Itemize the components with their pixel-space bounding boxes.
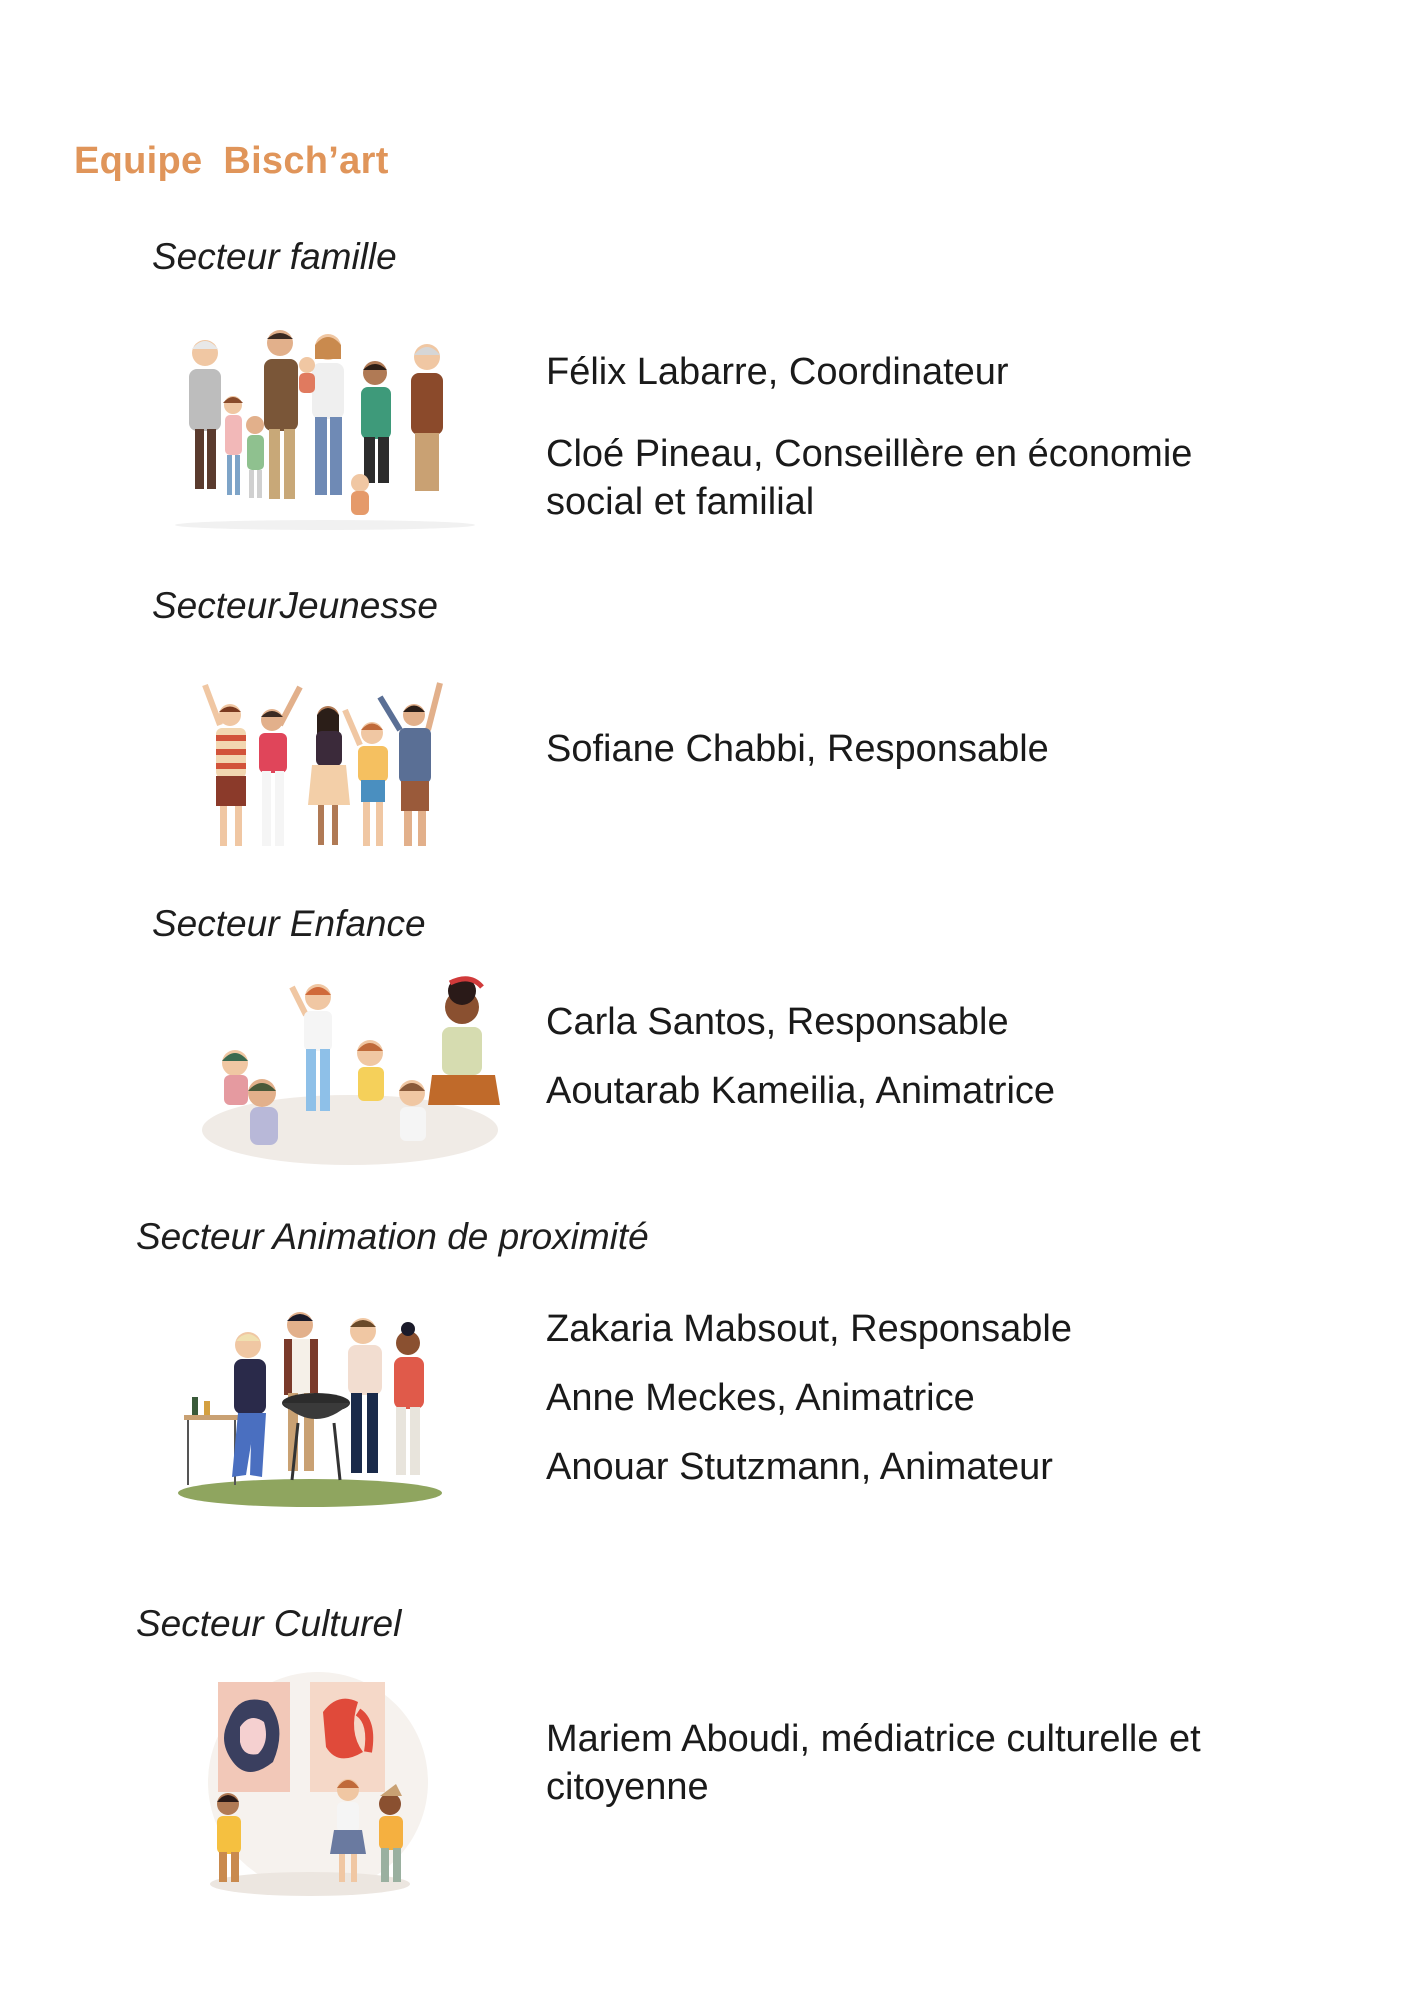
sector-title-enfance: Secteur Enfance <box>152 903 426 944</box>
youth-group-celebrating-illustration <box>200 675 450 860</box>
page-title: Equipe Bisch’art <box>74 140 389 182</box>
art-gallery-illustration <box>198 1672 428 1902</box>
person-aoutarab-kameilia: Aoutarab Kameilia, Animatrice <box>546 1070 1056 1112</box>
sector-title-famille: Secteur famille <box>152 236 397 277</box>
person-cloe-pineau: Cloé Pineau, Conseillère en économie social et familial <box>546 433 1193 523</box>
person-sofiane-chabbi: Sofiane Chabbi, Responsable <box>546 728 1049 770</box>
person-anne-meckes: Anne Meckes, Animatrice <box>546 1377 975 1419</box>
family-group-illustration <box>165 325 485 540</box>
sector-title-animation-proximite: Secteur Animation de proximité <box>136 1216 649 1257</box>
barbecue-neighbors-illustration <box>178 1305 453 1515</box>
person-mariem-aboudi: Mariem Aboudi, médiatrice culturelle et citoyenne <box>546 1718 1201 1808</box>
person-carla-santos: Carla Santos, Responsable <box>546 1001 1009 1043</box>
sector-title-jeunesse: SecteurJeunesse <box>152 585 438 626</box>
children-circle-illustration <box>200 975 510 1175</box>
person-felix-labarre: Félix Labarre, Coordinateur <box>546 351 1009 393</box>
sector-title-culturel: Secteur Culturel <box>136 1603 402 1644</box>
person-anouar-stutzmann: Anouar Stutzmann, Animateur <box>546 1446 1053 1488</box>
person-zakaria-mabsout: Zakaria Mabsout, Responsable <box>546 1308 1072 1350</box>
